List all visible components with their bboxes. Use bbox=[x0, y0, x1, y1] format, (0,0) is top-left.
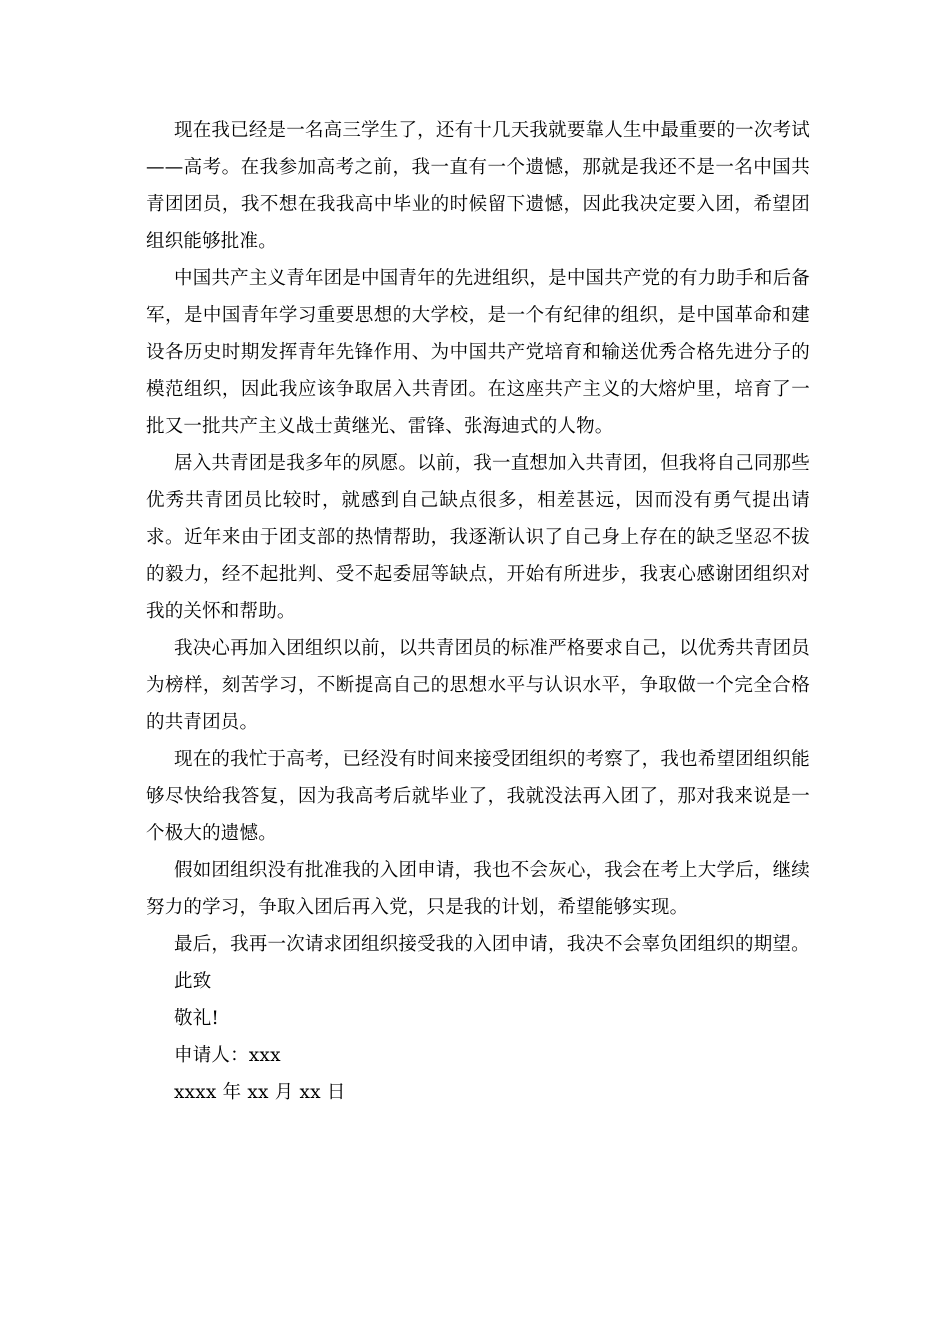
letter-date: xxxx 年 xx 月 xx 日 bbox=[174, 1082, 346, 1103]
paragraph-5: 现在的我忙于高考，已经没有时间来接受团组织的考察了，我也希望团组织能够尽快给我答复，因为我高考后就毕业了，我就没法再入团了，那对我来说是一个极大的遗憾。 bbox=[146, 749, 810, 844]
paragraph-1: 现在我已经是一名高三学生了，还有十几天我就要靠人生中最重要的一次考试——高考。在我参加高考之前，我一直有一个遗憾，那就是我还不是一名中国共青团团员，我不想在我我高中毕业的时候留下遗憾，因此我决定要入团，希望团组织能够批准。 bbox=[146, 120, 810, 252]
paragraph-3: 居入共青团是我多年的夙愿。以前，我一直想加入共青团，但我将自己同那些优秀共青团员比较时，就感到自己缺点很多，相差甚远，因而没有勇气提出请求。近年来由于团支部的热情帮助，我逐渐认识了自己身上存在的缺乏坚忍不拔的毅力，经不起批判、受不起委屈等缺点，开始有所进步，我衷心感谢团组织对我的关怀和帮助。 bbox=[146, 453, 810, 622]
paragraph-4: 我决心再加入团组织以前，以共青团员的标准严格要求自己，以优秀共青团员为榜样，刻苦学习，不断提高自己的思想水平与认识水平，争取做一个完全合格的共青团员。 bbox=[146, 638, 810, 733]
paragraph-7: 最后，我再一次请求团组织接受我的入团申请，我决不会辜负团组织的期望。 bbox=[174, 934, 810, 955]
applicant-signature: 申请人：xxx bbox=[174, 1045, 281, 1066]
letter-body bbox=[146, 112, 810, 1111]
paragraph-6: 假如团组织没有批准我的入团申请，我也不会灰心，我会在考上大学后，继续努力的学习，争取入团后再入党，只是我的计划，希望能够实现。 bbox=[146, 860, 810, 918]
closing-salutation: 此致 bbox=[174, 971, 212, 992]
paragraph-2: 中国共产主义青年团是中国青年的先进组织，是中国共产党的有力助手和后备军，是中国青年学习重要思想的大学校，是一个有纪律的组织，是中国革命和建设各历史时期发挥青年先锋作用、为中国共产党培育和输送优秀合格先进分子的模范组织，因此我应该争取居入共青团。在这座共产主义的大熔炉里，培育了一批又一批共产主义战士黄继光、雷锋、张海迪式的人物。 bbox=[146, 268, 810, 437]
closing-regards: 敬礼! bbox=[174, 1008, 220, 1029]
